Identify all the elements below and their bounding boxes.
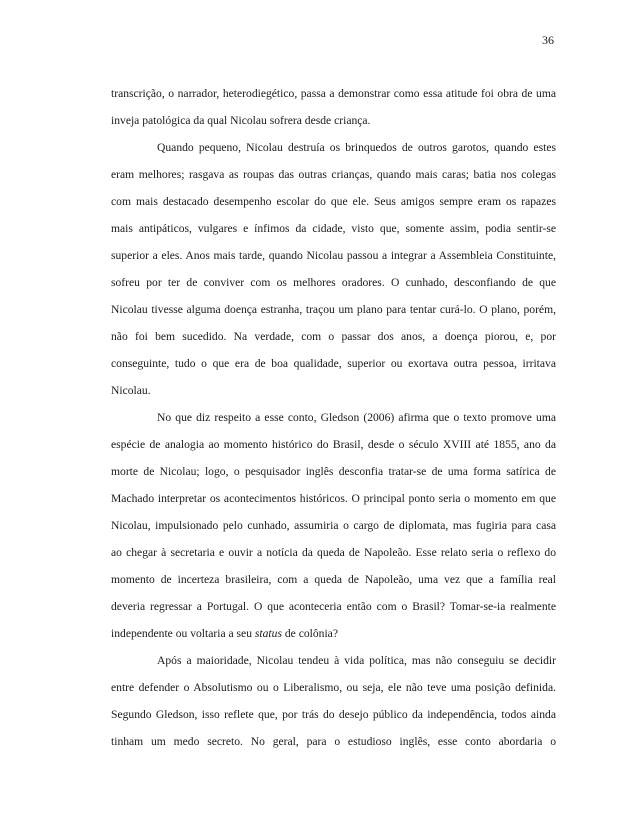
- text-line: superior a eles. Anos mais tarde, quando Nicolau passou a integrar a Assembleia Constituinte,: [111, 249, 556, 262]
- text-line: mais antipáticos, vulgares e ínfimos da cidade, visto que, somente assim, podia sentir-se: [111, 222, 556, 235]
- document-body: [111, 80, 556, 755]
- text-line: Segundo Gledson, isso reflete que, por trás do desejo público da independência, todos ainda: [111, 708, 556, 721]
- text-line: inveja patológica da qual Nicolau sofrera desde criança.: [111, 114, 371, 127]
- text-line: deveria regressar a Portugal. O que aconteceria então com o Brasil? Tomar-se-ia realmente: [111, 600, 556, 613]
- text-line: espécie de analogia ao momento histórico do Brasil, desde o século XVIII até 1855, ano da: [111, 438, 556, 451]
- text-line: Nicolau, impulsionado pelo cunhado, assumiria o cargo de diplomata, mas fugiria para casa: [111, 519, 556, 532]
- text-line: não foi bem sucedido. Na verdade, com o passar dos anos, a doença piorou, e, por: [111, 330, 556, 343]
- text-line: Machado interpretar os acontecimentos históricos. O principal ponto seria o momento em que: [111, 492, 556, 505]
- text-line: Nicolau.: [111, 384, 151, 397]
- text-line: ao chegar à secretaria e ouvir a notícia da queda de Napoleão. Esse relato seria o reflexo do: [111, 546, 556, 559]
- text-line: Quando pequeno, Nicolau destruía os brinquedos de outros garotos, quando estes: [157, 141, 556, 154]
- text-fragment: de colônia?: [281, 627, 338, 640]
- text-line: [111, 620, 556, 647]
- text-line: transcrição, o narrador, heterodiegético, passa a demonstrar como essa atitude foi obra de uma: [111, 87, 556, 100]
- text-line: com mais destacado desempenho escolar do que ele. Seus amigos sempre eram os rapazes: [111, 195, 556, 208]
- text-line: momento de incerteza brasileira, com a queda de Napoleão, uma vez que a família real: [111, 573, 556, 586]
- text-line: Nicolau tivesse alguma doença estranha, traçou um plano para tentar curá-lo. O plano, porém,: [111, 303, 556, 316]
- text-line: conseguinte, tudo o que era de boa qualidade, superior ou exortava outra pessoa, irritava: [111, 357, 556, 370]
- italic-term: status: [254, 627, 282, 640]
- text-line: No que diz respeito a esse conto, Gledson (2006) afirma que o texto promove uma: [157, 411, 556, 424]
- text-line: morte de Nicolau; logo, o pesquisador inglês desconfia tratar-se de uma forma satírica de: [111, 465, 556, 478]
- text-line: Após a maioridade, Nicolau tendeu à vida política, mas não conseguiu se decidir: [157, 654, 556, 667]
- text-line: sofreu por ter de conviver com os melhores oradores. O cunhado, desconfiando de que: [111, 276, 556, 289]
- text-line: entre defender o Absolutismo ou o Liberalismo, ou seja, ele não teve uma posição definida.: [111, 681, 556, 694]
- page-number: 36: [542, 33, 554, 47]
- text-fragment: independente ou voltaria a seu: [111, 627, 255, 640]
- text-line: eram melhores; rasgava as roupas das outras crianças, quando mais caras; batia nos colegas: [111, 168, 556, 181]
- text-line: tinham um medo secreto. No geral, para o estudioso inglês, esse conto abordaria o: [111, 735, 556, 748]
